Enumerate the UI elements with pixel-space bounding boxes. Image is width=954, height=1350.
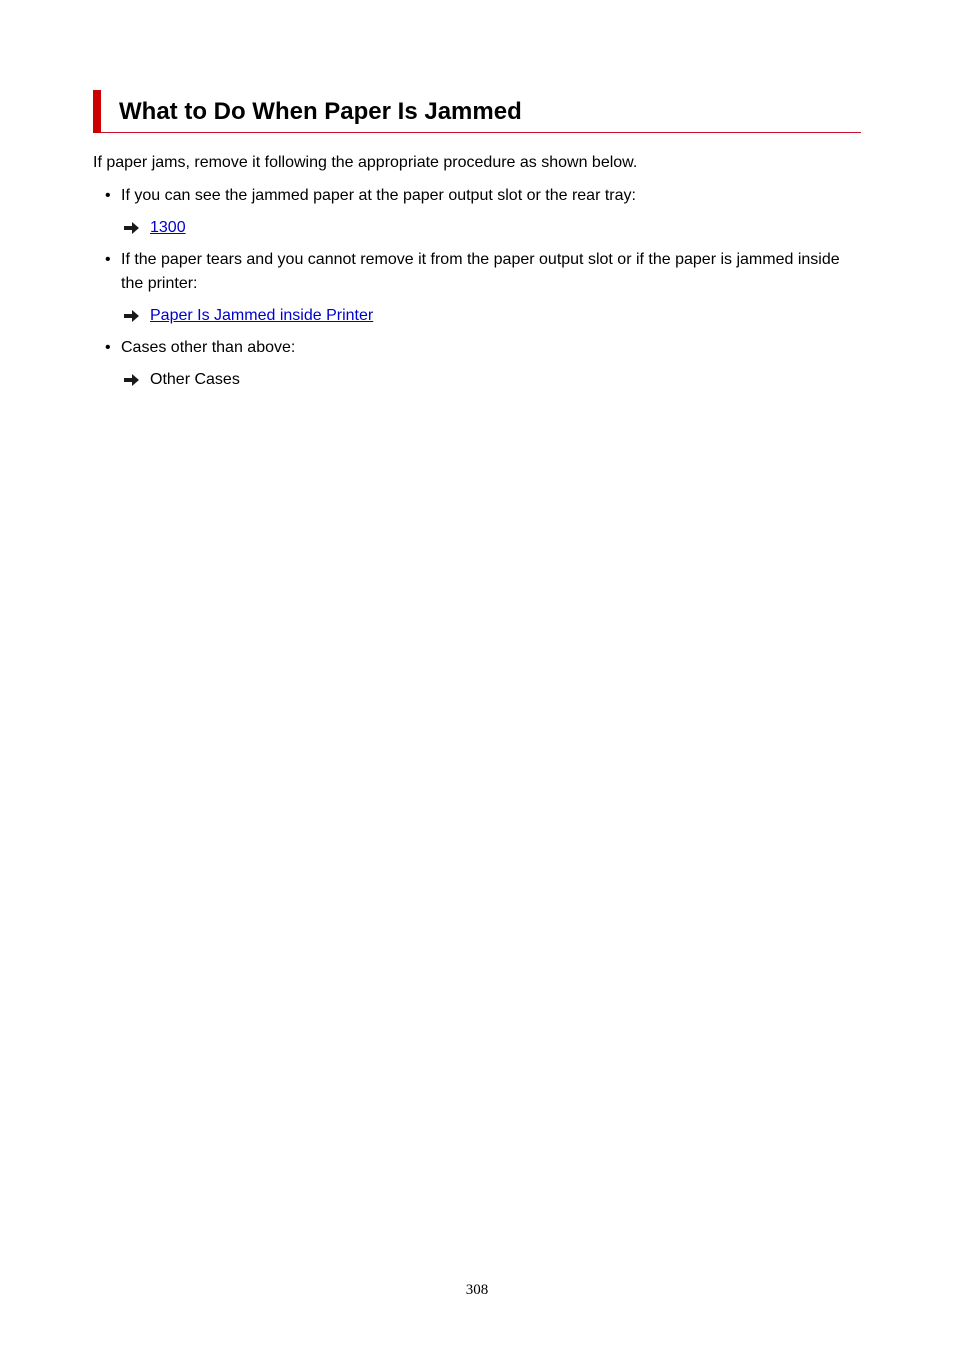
arrow-right-icon — [124, 368, 140, 392]
other-cases-text: Other Cases — [150, 371, 240, 388]
list-item-text: If the paper tears and you cannot remove it from the paper output slot or if the paper is jammed inside the printer: — [121, 251, 840, 292]
page-number: 308 — [465, 1282, 489, 1298]
arrow-right-icon — [124, 216, 140, 240]
list-item-text: Cases other than above: — [121, 339, 296, 356]
intro-paragraph: If paper jams, remove it following the appropriate procedure as shown below. — [93, 154, 638, 171]
arrow-right-icon — [124, 304, 140, 328]
bullet-icon: • — [105, 251, 111, 268]
bullet-icon: • — [105, 339, 111, 356]
heading-accent-bar — [93, 90, 101, 133]
bullet-icon: • — [105, 187, 111, 204]
page-title: What to Do When Paper Is Jammed — [119, 98, 522, 125]
link-paper-jammed-inside-printer[interactable]: Paper Is Jammed inside Printer — [150, 307, 374, 324]
page-heading — [93, 90, 861, 133]
link-1300[interactable]: 1300 — [150, 219, 186, 236]
list-item-text: If you can see the jammed paper at the paper output slot or the rear tray: — [121, 187, 636, 204]
